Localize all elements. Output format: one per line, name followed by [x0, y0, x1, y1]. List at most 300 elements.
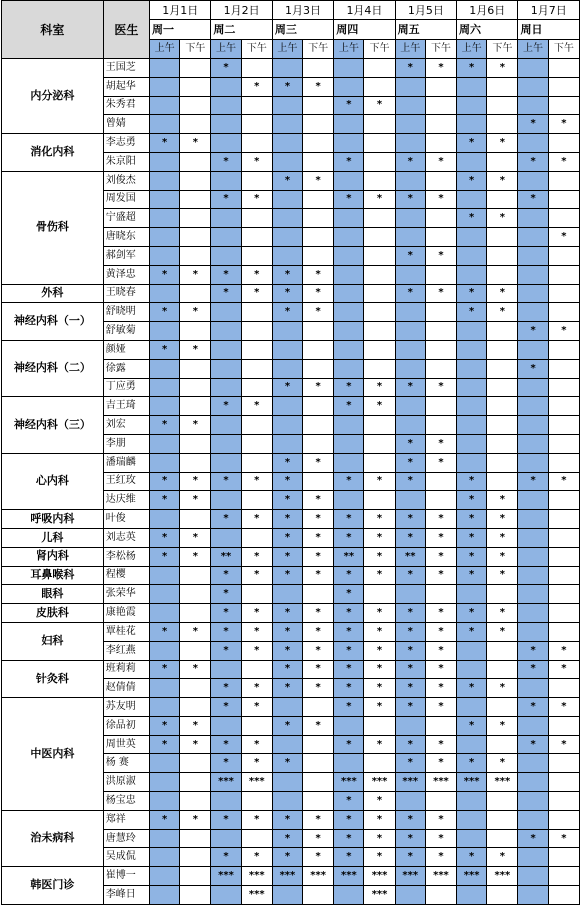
am-slot: *: [211, 604, 241, 623]
pm-slot: *: [425, 453, 456, 472]
pm-slot: [364, 284, 395, 303]
pm-slot: *: [548, 472, 579, 491]
am-slot: *: [272, 491, 302, 510]
doctor-name: 舒敏菊: [103, 322, 149, 341]
am-slot: [334, 359, 364, 378]
pm-slot: [303, 59, 334, 78]
doctor-name: 刘宏: [103, 416, 149, 435]
pm-slot: [364, 359, 395, 378]
am-slot: [272, 792, 302, 811]
am-slot: [211, 491, 241, 510]
pm-slot: *: [364, 622, 395, 641]
am-slot: *: [334, 585, 364, 604]
am-slot: [334, 716, 364, 735]
am-slot: [518, 716, 548, 735]
am-slot: [457, 660, 487, 679]
am-slot: [150, 397, 180, 416]
am-slot: [518, 340, 548, 359]
am-slot: **: [395, 547, 425, 566]
pm-slot: *: [303, 528, 334, 547]
am-slot: [211, 792, 241, 811]
pm-slot: [180, 773, 211, 792]
am-slot: [457, 641, 487, 660]
pm-slot: [364, 209, 395, 228]
am-slot: [272, 698, 302, 717]
pm-slot: [548, 190, 579, 209]
am-slot: [518, 265, 548, 284]
am-slot: *: [395, 190, 425, 209]
am-slot: *: [457, 134, 487, 153]
am-slot: [518, 604, 548, 623]
pm-slot: [487, 378, 518, 397]
pm-slot: [548, 378, 579, 397]
pm-slot: [364, 115, 395, 134]
am-slot: [211, 416, 241, 435]
pm-slot: *: [364, 472, 395, 491]
am-slot: *: [150, 810, 180, 829]
am-slot: [272, 59, 302, 78]
pm-slot: [548, 622, 579, 641]
pm-slot: [487, 246, 518, 265]
pm-slot: *: [303, 641, 334, 660]
department-name: 呼吸内科: [2, 510, 104, 529]
pm-slot: [364, 59, 395, 78]
department-name: 妇科: [2, 622, 104, 660]
am-slot: *: [457, 510, 487, 529]
am-slot: [334, 491, 364, 510]
am-slot: [334, 209, 364, 228]
pm-slot: *: [425, 566, 456, 585]
department-name: 神经内科（二）: [2, 340, 104, 396]
am-slot: [211, 434, 241, 453]
pm-slot: *: [425, 246, 456, 265]
am-slot: [395, 340, 425, 359]
am-slot: *: [272, 472, 302, 491]
pm-slot: [241, 585, 272, 604]
pm-slot: *: [425, 622, 456, 641]
pm-slot: [487, 228, 518, 247]
pm-slot: [364, 716, 395, 735]
pm-slot: *: [425, 378, 456, 397]
doctor-name: 赵倩倩: [103, 679, 149, 698]
am-slot: [457, 96, 487, 115]
am-slot: [395, 716, 425, 735]
pm-slot: *: [364, 792, 395, 811]
am-slot: *: [457, 848, 487, 867]
am-slot: [395, 585, 425, 604]
am-slot: [518, 228, 548, 247]
department-name: 神经内科（三）: [2, 397, 104, 453]
pm-slot: [425, 115, 456, 134]
am-slot: [272, 434, 302, 453]
am-slot: **: [211, 547, 241, 566]
am-slot: *: [457, 716, 487, 735]
pm-slot: *: [548, 735, 579, 754]
am-slot: *: [211, 265, 241, 284]
am-slot: [150, 190, 180, 209]
am-slot: [150, 246, 180, 265]
am-slot: [211, 359, 241, 378]
am-slot: *: [395, 453, 425, 472]
table-row: [2, 171, 580, 190]
pm-slot: [487, 96, 518, 115]
am-slot: [150, 641, 180, 660]
am-slot: *: [272, 77, 302, 96]
pm-slot: [241, 303, 272, 322]
pm-slot: [425, 585, 456, 604]
doctor-name: 周发国: [103, 190, 149, 209]
am-slot: [518, 303, 548, 322]
am-slot: [457, 322, 487, 341]
pm-slot: *: [487, 528, 518, 547]
pm-slot: ***: [487, 867, 518, 886]
am-slot: *: [272, 453, 302, 472]
department-name: 肾内科: [2, 547, 104, 566]
pm-slot: [548, 434, 579, 453]
am-slot: *: [518, 472, 548, 491]
am-slot: *: [150, 660, 180, 679]
am-slot: [518, 792, 548, 811]
date-row: [2, 1, 580, 20]
table-row: [2, 622, 580, 641]
am-slot: *: [334, 679, 364, 698]
pm-slot: [180, 96, 211, 115]
pm-slot: [487, 886, 518, 905]
pm-slot: [180, 679, 211, 698]
pm-slot: [548, 547, 579, 566]
am-slot: *: [395, 622, 425, 641]
department-name: 针灸科: [2, 660, 104, 698]
pm-slot: *: [303, 265, 334, 284]
am-slot: *: [395, 754, 425, 773]
pm-slot: *: [425, 152, 456, 171]
department-name: 耳鼻喉科: [2, 566, 104, 585]
am-header: 上午: [150, 39, 180, 58]
pm-slot: *: [487, 491, 518, 510]
doctor-name: 苏友明: [103, 698, 149, 717]
pm-slot: [241, 416, 272, 435]
pm-slot: [303, 397, 334, 416]
am-slot: [457, 585, 487, 604]
am-slot: [272, 773, 302, 792]
pm-slot: [425, 886, 456, 905]
pm-slot: [548, 585, 579, 604]
table-row: [2, 867, 580, 886]
table-row: [2, 303, 580, 322]
am-slot: [272, 190, 302, 209]
doctor-name: 胡起华: [103, 77, 149, 96]
am-slot: *: [272, 716, 302, 735]
am-slot: *: [334, 810, 364, 829]
pm-slot: *: [180, 528, 211, 547]
pm-slot: *: [364, 829, 395, 848]
pm-slot: *: [548, 115, 579, 134]
am-slot: *: [518, 152, 548, 171]
am-slot: ***: [211, 867, 241, 886]
doctor-name: 覃桂花: [103, 622, 149, 641]
am-slot: [150, 359, 180, 378]
am-slot: *: [518, 190, 548, 209]
am-slot: [334, 303, 364, 322]
am-slot: *: [457, 171, 487, 190]
pm-slot: [425, 209, 456, 228]
pm-header: 下午: [487, 39, 518, 58]
pm-slot: [241, 59, 272, 78]
doctor-name: 崔博一: [103, 867, 149, 886]
pm-slot: [241, 134, 272, 153]
doctor-name: 吉王琦: [103, 397, 149, 416]
am-slot: [518, 397, 548, 416]
pm-slot: [303, 698, 334, 717]
dept-header: 科室: [2, 1, 104, 59]
am-slot: [272, 209, 302, 228]
am-slot: *: [457, 604, 487, 623]
am-slot: *: [395, 829, 425, 848]
pm-slot: *: [425, 547, 456, 566]
pm-slot: [487, 641, 518, 660]
weekday-cell: 周五: [395, 20, 456, 39]
am-slot: [150, 115, 180, 134]
pm-slot: [180, 453, 211, 472]
pm-slot: *: [303, 491, 334, 510]
pm-slot: *: [425, 190, 456, 209]
pm-slot: *: [241, 810, 272, 829]
pm-slot: [548, 886, 579, 905]
am-slot: *: [150, 622, 180, 641]
pm-slot: *: [303, 566, 334, 585]
pm-header: 下午: [425, 39, 456, 58]
pm-slot: [487, 735, 518, 754]
pm-slot: [180, 246, 211, 265]
pm-slot: *: [364, 190, 395, 209]
department-name: 儿科: [2, 528, 104, 547]
department-name: 治未病科: [2, 810, 104, 866]
am-slot: *: [395, 59, 425, 78]
am-slot: [395, 171, 425, 190]
doctor-name: 潘瑞麟: [103, 453, 149, 472]
pm-slot: [180, 152, 211, 171]
am-slot: *: [211, 284, 241, 303]
pm-slot: [548, 716, 579, 735]
pm-slot: *: [548, 698, 579, 717]
am-slot: *: [334, 96, 364, 115]
department-name: 内分泌科: [2, 59, 104, 134]
pm-slot: [548, 491, 579, 510]
am-slot: *: [272, 622, 302, 641]
pm-slot: [548, 59, 579, 78]
pm-slot: *: [548, 829, 579, 848]
pm-slot: *: [425, 641, 456, 660]
weekday-cell: 周三: [272, 20, 333, 39]
pm-slot: [180, 397, 211, 416]
doctor-name: 叶俊: [103, 510, 149, 529]
pm-slot: *: [548, 322, 579, 341]
pm-slot: *: [303, 679, 334, 698]
pm-slot: *: [180, 491, 211, 510]
pm-slot: [548, 528, 579, 547]
doctor-name: 徐露: [103, 359, 149, 378]
am-slot: [518, 585, 548, 604]
doctor-name: 班莉莉: [103, 660, 149, 679]
am-slot: [150, 886, 180, 905]
schedule-body: [2, 59, 580, 905]
pm-slot: *: [303, 284, 334, 303]
am-slot: *: [334, 604, 364, 623]
am-slot: [150, 510, 180, 529]
am-slot: [395, 416, 425, 435]
pm-slot: [364, 152, 395, 171]
am-slot: [457, 397, 487, 416]
am-slot: [518, 284, 548, 303]
pm-slot: [548, 284, 579, 303]
pm-slot: [548, 773, 579, 792]
doctor-name: 杨 赛: [103, 754, 149, 773]
am-slot: ***: [211, 773, 241, 792]
am-slot: [457, 228, 487, 247]
pm-header: 下午: [364, 39, 395, 58]
am-slot: [150, 96, 180, 115]
am-slot: *: [395, 528, 425, 547]
pm-slot: [303, 190, 334, 209]
am-slot: *: [334, 792, 364, 811]
pm-slot: [548, 792, 579, 811]
pm-slot: [487, 472, 518, 491]
doctor-name: 李志勇: [103, 134, 149, 153]
am-slot: [150, 566, 180, 585]
pm-slot: *: [425, 284, 456, 303]
doctor-name: 唐晓东: [103, 228, 149, 247]
pm-slot: [487, 77, 518, 96]
pm-slot: [303, 735, 334, 754]
am-slot: *: [334, 848, 364, 867]
am-slot: [150, 453, 180, 472]
am-slot: *: [272, 378, 302, 397]
am-slot: [150, 679, 180, 698]
pm-slot: *: [303, 171, 334, 190]
pm-slot: [241, 246, 272, 265]
am-slot: [272, 228, 302, 247]
am-slot: *: [272, 660, 302, 679]
pm-slot: *: [241, 397, 272, 416]
am-slot: *: [395, 378, 425, 397]
pm-slot: [180, 566, 211, 585]
pm-slot: [180, 434, 211, 453]
am-slot: [518, 77, 548, 96]
am-slot: [457, 340, 487, 359]
pm-slot: [364, 246, 395, 265]
am-slot: [457, 886, 487, 905]
pm-slot: ***: [241, 886, 272, 905]
am-slot: [334, 228, 364, 247]
pm-slot: *: [303, 660, 334, 679]
am-slot: [395, 886, 425, 905]
doctor-name: 舒晓明: [103, 303, 149, 322]
am-slot: *: [457, 622, 487, 641]
am-slot: [518, 96, 548, 115]
pm-slot: [241, 96, 272, 115]
am-slot: *: [150, 491, 180, 510]
pm-slot: [425, 397, 456, 416]
table-row: [2, 284, 580, 303]
am-slot: [272, 134, 302, 153]
am-slot: *: [457, 59, 487, 78]
am-slot: *: [334, 152, 364, 171]
date-cell: 1月2日: [211, 1, 272, 20]
am-slot: *: [518, 660, 548, 679]
am-slot: [334, 453, 364, 472]
pm-slot: [180, 641, 211, 660]
weekday-cell: 周四: [334, 20, 395, 39]
pm-slot: [303, 115, 334, 134]
pm-slot: [548, 209, 579, 228]
pm-slot: *: [241, 566, 272, 585]
pm-slot: [425, 359, 456, 378]
pm-slot: *: [364, 641, 395, 660]
am-slot: [334, 284, 364, 303]
am-slot: *: [334, 622, 364, 641]
date-cell: 1月6日: [457, 1, 518, 20]
pm-slot: [241, 434, 272, 453]
am-slot: [211, 171, 241, 190]
am-slot: [518, 453, 548, 472]
pm-slot: *: [425, 660, 456, 679]
am-slot: *: [334, 660, 364, 679]
am-slot: [457, 265, 487, 284]
date-cell: 1月4日: [334, 1, 395, 20]
pm-slot: [487, 698, 518, 717]
am-slot: [211, 453, 241, 472]
am-slot: [518, 434, 548, 453]
am-slot: [211, 96, 241, 115]
am-slot: *: [211, 735, 241, 754]
am-slot: [211, 829, 241, 848]
pm-slot: [364, 434, 395, 453]
am-slot: *: [150, 528, 180, 547]
am-slot: ***: [457, 773, 487, 792]
pm-slot: *: [364, 378, 395, 397]
pm-slot: [241, 453, 272, 472]
am-slot: *: [211, 566, 241, 585]
pm-slot: *: [364, 528, 395, 547]
am-slot: [518, 867, 548, 886]
am-slot: *: [518, 322, 548, 341]
pm-slot: *: [425, 434, 456, 453]
department-name: 韩医门诊: [2, 867, 104, 905]
am-slot: [211, 340, 241, 359]
pm-slot: [548, 566, 579, 585]
weekday-cell: 周二: [211, 20, 272, 39]
am-slot: *: [334, 735, 364, 754]
pm-slot: [303, 434, 334, 453]
pm-slot: [364, 77, 395, 96]
am-slot: *: [395, 246, 425, 265]
am-slot: *: [150, 134, 180, 153]
am-slot: [211, 322, 241, 341]
am-slot: [211, 115, 241, 134]
pm-slot: [548, 246, 579, 265]
table-row: [2, 604, 580, 623]
am-slot: [272, 416, 302, 435]
am-slot: [150, 792, 180, 811]
pm-slot: [425, 171, 456, 190]
am-slot: *: [457, 491, 487, 510]
pm-slot: [303, 359, 334, 378]
pm-slot: [303, 416, 334, 435]
am-slot: *: [395, 660, 425, 679]
date-cell: 1月7日: [518, 1, 580, 20]
am-slot: [457, 378, 487, 397]
pm-slot: *: [487, 754, 518, 773]
